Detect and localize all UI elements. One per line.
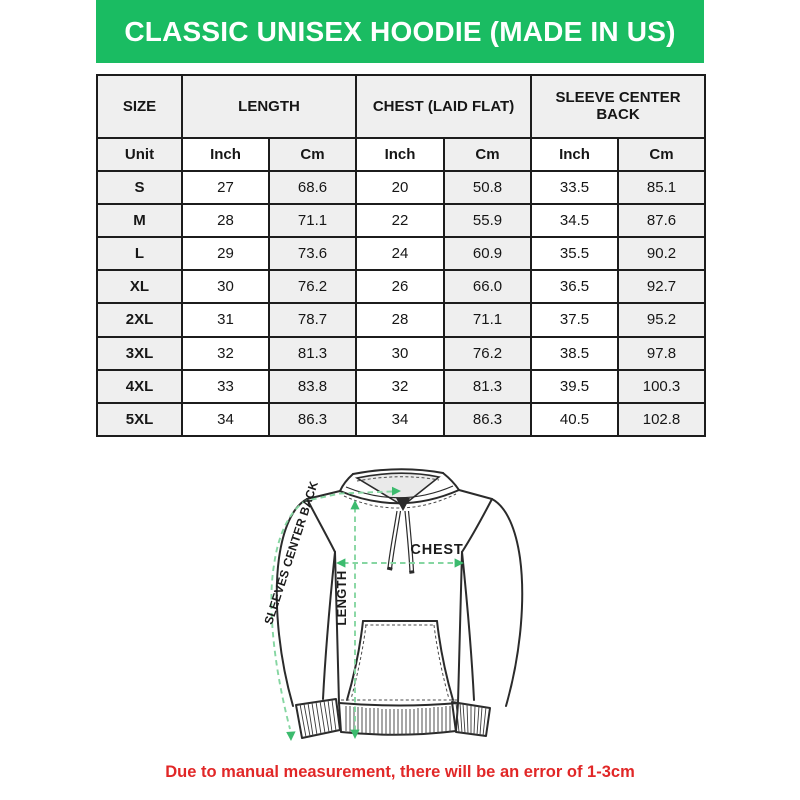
value-cell: 29 [182,237,269,270]
value-cell: 32 [356,370,444,403]
arrowhead-down-icon [286,731,295,741]
value-cell: 68.6 [269,171,356,204]
drawcord-grommet [396,498,410,511]
title-banner [96,0,704,63]
value-cell: 34.5 [531,204,618,237]
value-cell: 55.9 [444,204,531,237]
value-cell: 100.3 [618,370,705,403]
value-cell: 30 [356,337,444,370]
size-cell: XL [97,270,182,303]
value-cell: 22 [356,204,444,237]
size-chart-table [96,74,706,437]
value-cell: 28 [182,204,269,237]
value-cell: 78.7 [269,303,356,336]
unit-cell: Cm [444,138,531,171]
value-cell: 90.2 [618,237,705,270]
chest-measure-label: CHEST [410,542,464,558]
unit-label: Unit [97,138,182,171]
value-cell: 85.1 [618,171,705,204]
table-row [97,237,705,270]
value-cell: 40.5 [531,403,618,436]
col-header-sleeve: SLEEVE CENTER BACK [531,75,705,138]
table-row [97,171,705,204]
value-cell: 37.5 [531,303,618,336]
value-cell: 81.3 [444,370,531,403]
value-cell: 24 [356,237,444,270]
unit-cell: Inch [356,138,444,171]
measurement-disclaimer: Due to manual measurement, there will be an error of 1-3cm [165,763,635,781]
unit-cell: Inch [531,138,618,171]
size-cell: 2XL [97,303,182,336]
table-row [97,337,705,370]
value-cell: 83.8 [269,370,356,403]
page-title: CLASSIC UNISEX HOODIE (MADE IN US) [124,15,676,47]
value-cell: 60.9 [444,237,531,270]
value-cell: 33 [182,370,269,403]
sleeve-measure-label: SLEEVES CENTER BACK [261,479,322,627]
unit-cell: Inch [182,138,269,171]
col-header-length: LENGTH [182,75,356,138]
value-cell: 30 [182,270,269,303]
hoodie-sleeves [277,499,522,738]
value-cell: 71.1 [444,303,531,336]
header-row [97,75,705,138]
value-cell: 32 [182,337,269,370]
value-cell: 20 [356,171,444,204]
size-cell: 3XL [97,337,182,370]
value-cell: 26 [356,270,444,303]
value-cell: 35.5 [531,237,618,270]
value-cell: 86.3 [269,403,356,436]
arrowhead-left-icon [336,558,345,567]
col-header-chest: CHEST (LAID FLAT) [356,75,531,138]
hoodie-measurement-diagram [0,430,800,760]
value-cell: 66.0 [444,270,531,303]
value-cell: 87.6 [618,204,705,237]
value-cell: 76.2 [269,270,356,303]
value-cell: 34 [182,403,269,436]
col-header-size: SIZE [97,75,182,138]
value-cell: 36.5 [531,270,618,303]
table-row [97,270,705,303]
value-cell: 76.2 [444,337,531,370]
value-cell: 28 [356,303,444,336]
value-cell: 31 [182,303,269,336]
table-row [97,204,705,237]
value-cell: 33.5 [531,171,618,204]
value-cell: 102.8 [618,403,705,436]
arrowhead-up-icon [350,500,359,509]
size-cell: L [97,237,182,270]
size-cell: 5XL [97,403,182,436]
value-cell: 92.7 [618,270,705,303]
value-cell: 95.2 [618,303,705,336]
value-cell: 86.3 [444,403,531,436]
unit-row [97,138,705,171]
value-cell: 38.5 [531,337,618,370]
value-cell: 71.1 [269,204,356,237]
value-cell: 73.6 [269,237,356,270]
table-row [97,370,705,403]
size-cell: M [97,204,182,237]
unit-cell: Cm [618,138,705,171]
value-cell: 27 [182,171,269,204]
size-cell: 4XL [97,370,182,403]
value-cell: 39.5 [531,370,618,403]
size-cell: S [97,171,182,204]
value-cell: 97.8 [618,337,705,370]
unit-cell: Cm [269,138,356,171]
length-measure-label: LENGTH [334,570,349,626]
table-row [97,303,705,336]
value-cell: 81.3 [269,337,356,370]
value-cell: 34 [356,403,444,436]
value-cell: 50.8 [444,171,531,204]
